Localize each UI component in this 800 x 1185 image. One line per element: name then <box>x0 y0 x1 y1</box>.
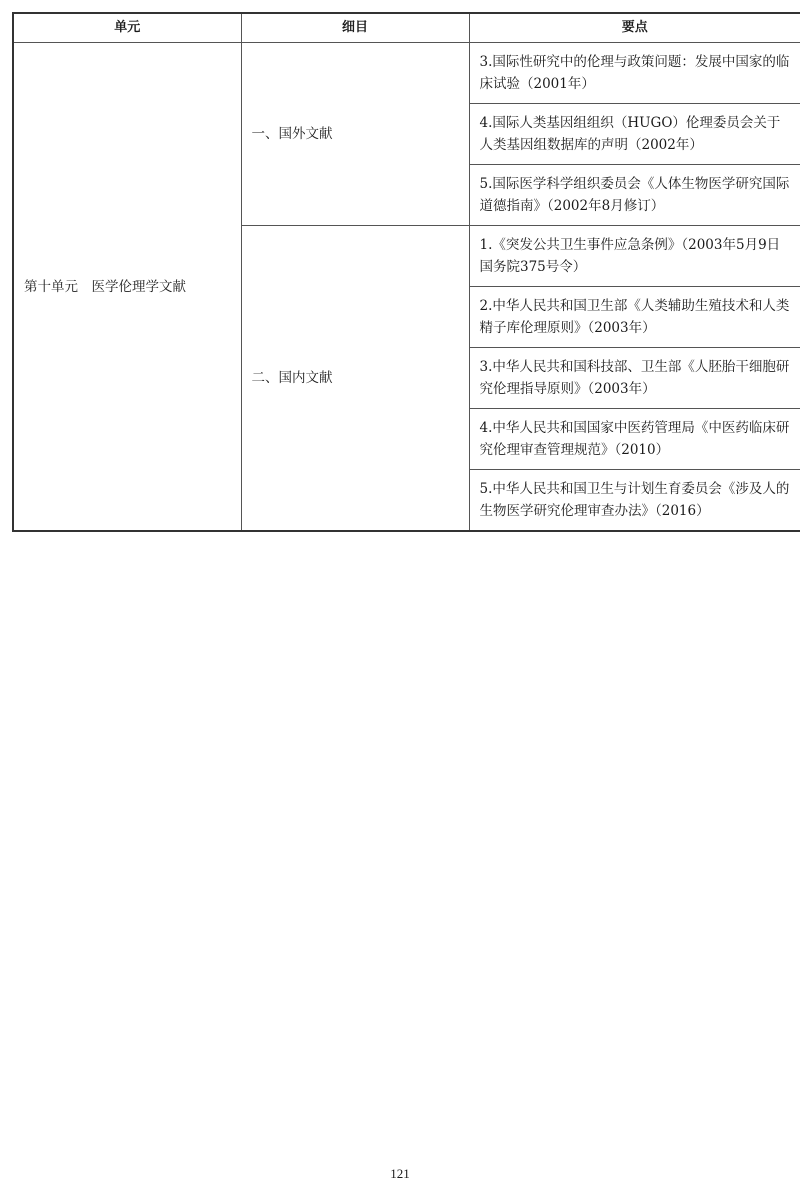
unit-cell: 第十单元 医学伦理学文献 <box>13 43 241 532</box>
point-cell: 2.中华人民共和国卫生部《人类辅助生殖技术和人类精子库伦理原则》（2003年） <box>469 287 800 348</box>
header-row <box>13 13 800 43</box>
point-cell: 4.国际人类基因组组织（HUGO）伦理委员会关于人类基因组数据库的声明（2002年） <box>469 104 800 165</box>
item-cell-foreign: 一、国外文献 <box>241 43 469 226</box>
item-cell-domestic: 二、国内文献 <box>241 226 469 532</box>
table-row <box>13 43 800 104</box>
header-point: 要点 <box>469 13 800 43</box>
point-cell: 5.中华人民共和国卫生与计划生育委员会《涉及人的生物医学研究伦理审查办法》（2016） <box>469 470 800 532</box>
point-cell: 5.国际医学科学组织委员会《人体生物医学研究国际道德指南》（2002年8月修订） <box>469 165 800 226</box>
point-cell: 1.《突发公共卫生事件应急条例》（2003年5月9日国务院375号令） <box>469 226 800 287</box>
point-cell: 4.中华人民共和国国家中医药管理局《中医药临床研究伦理审查管理规范》（2010） <box>469 409 800 470</box>
header-item: 细目 <box>241 13 469 43</box>
page-number: 121 <box>390 1166 410 1181</box>
syllabus-table <box>12 12 800 532</box>
point-cell: 3.国际性研究中的伦理与政策问题：发展中国家的临床试验（2001年） <box>469 43 800 104</box>
header-unit: 单元 <box>13 13 241 43</box>
point-cell: 3.中华人民共和国科技部、卫生部《人胚胎干细胞研究伦理指导原则》（2003年） <box>469 348 800 409</box>
